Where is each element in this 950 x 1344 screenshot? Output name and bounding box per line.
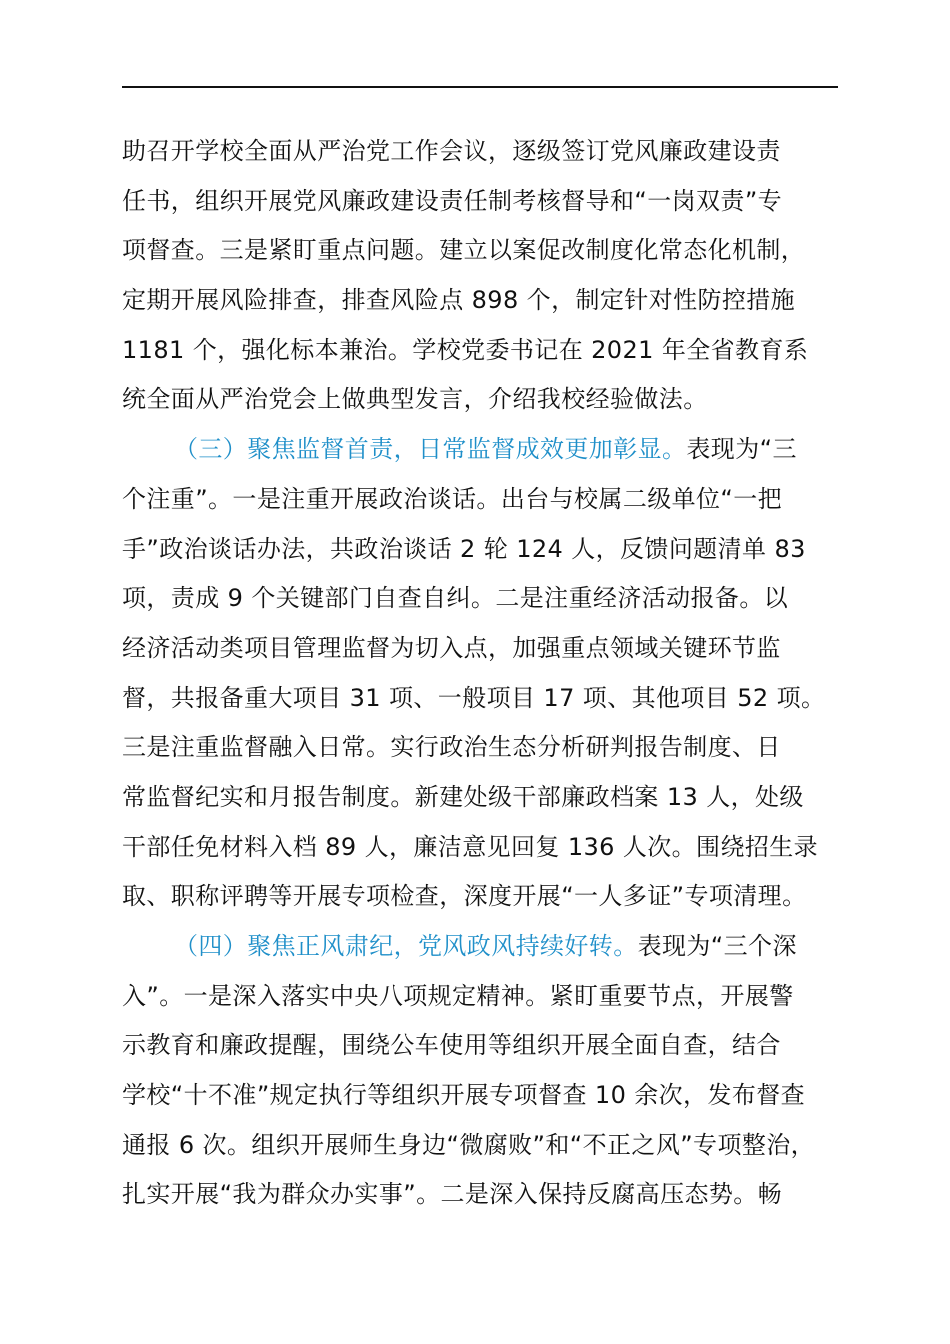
heading-tail-text: 表现为“三个深 [637,932,797,960]
text-line: 三是注重监督融入日常。实行政治生态分析研判报告制度、日 [122,733,781,762]
heading-tail-text: 表现为“三 [686,435,797,464]
document-body [122,127,862,1220]
section-heading-line [122,425,862,475]
paragraph-3 [122,922,862,1220]
text-line: 任书，组织开展党风廉政建设责任制考核督导和“一岗双责”专 [122,186,783,215]
text-line: 示教育和廉政提醒，围绕公车使用等组织开展全面自查，结合 [122,1031,781,1060]
text-line: 个注重”。一是注重开展政治谈话。出台与校属二级单位“一把 [122,484,783,513]
text-line: 1181 个，强化标本兼治。学校党委书记在 2021 年全省教育系 [122,335,809,364]
header-rule [122,86,838,88]
paragraph-1 [122,127,862,425]
text-line: 督，共报备重大项目 31 项、一般项目 17 项、其他项目 52 项。 [122,683,826,712]
text-line: 定期开展风险排查，排查风险点 898 个，制定针对性防控措施 [122,286,796,315]
section-heading-4: （四）聚焦正风肃纪，党风政风持续好转。 [174,932,638,960]
text-line: 学校“十不准”规定执行等组织开展专项督查 10 余次，发布督查 [122,1081,806,1110]
text-line: 项督查。三是紧盯重点问题。建立以案促改制度化常态化机制， [122,236,806,265]
text-line: 通报 6 次。组织开展师生身边“微腐败”和“不正之风”专项整治， [122,1130,816,1159]
text-line: 项，责成 9 个关键部门自查自纠。二是注重经济活动报备。以 [122,584,789,613]
text-line: 统全面从严治党会上做典型发言，介绍我校经验做法。 [122,385,708,414]
text-line: 助召开学校全面从严治党工作会议，逐级签订党风廉政建设责 [122,137,781,165]
text-line: 常监督纪实和月报告制度。新建处级干部廉政档案 13 人，处级 [122,782,804,811]
text-line: 入”。一是深入落实中央八项规定精神。紧盯重要节点，开展警 [122,981,794,1010]
text-line: 手”政治谈话办法，共政治谈话 2 轮 124 人，反馈问题清单 83 [122,534,806,563]
paragraph-2 [122,425,862,922]
text-line: 取、职称评聘等开展专项检查，深度开展“一人多证”专项清理。 [122,882,807,911]
section-heading-line [122,922,862,972]
text-line: 干部任免材料入档 89 人，廉洁意见回复 136 人次。围绕招生录 [122,832,819,861]
text-line: 扎实开展“我为群众办实事”。二是深入保持反腐高压态势。畅 [122,1180,783,1209]
text-line: 经济活动类项目管理监督为切入点，加强重点领域关键环节监 [122,633,781,662]
section-heading-3: （三）聚焦监督首责，日常监督成效更加彰显。 [174,435,687,464]
